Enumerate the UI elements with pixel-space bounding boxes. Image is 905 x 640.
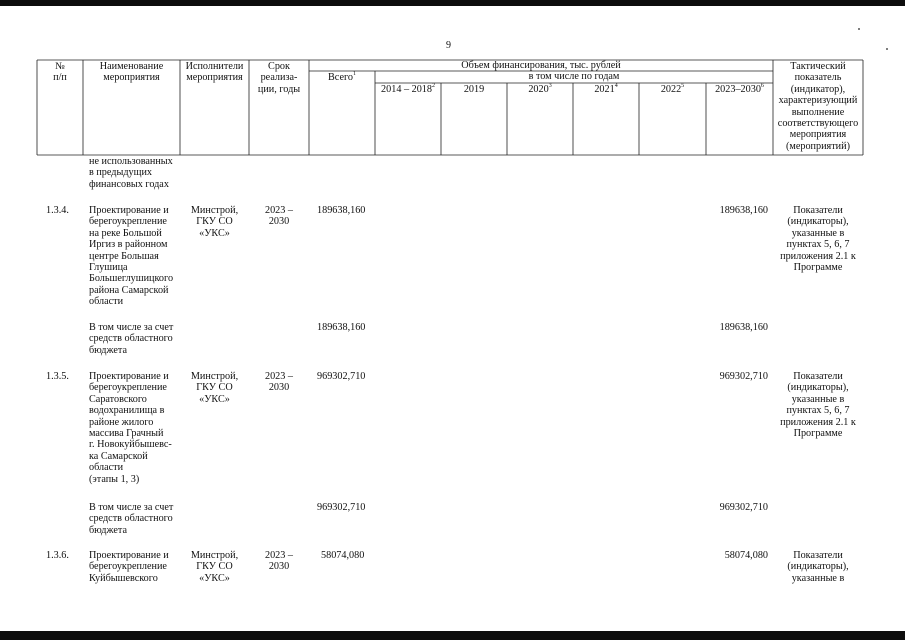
header-year: 2023–2030$^6$ — [715, 82, 764, 95]
scan-edge-bottom — [0, 631, 905, 640]
row-executors: Минстрой, ГКУ СО «УКС» — [190, 550, 239, 584]
row-term: 2023 – 2030 — [264, 550, 293, 573]
row-indicator: Показатели (индикаторы), указанные в — [787, 550, 849, 584]
header-term: Срок реализа- ции, годы — [257, 61, 301, 95]
row-total: 58074,080 — [321, 550, 365, 561]
row-term: 2023 – 2030 — [264, 205, 293, 228]
subrow-total: 969302,710 — [317, 502, 366, 513]
header-year: 2014 – 2018$^2$ — [381, 82, 435, 95]
page-number: 9 — [446, 40, 451, 51]
header-executors: Исполнители мероприятия — [185, 61, 244, 84]
subrow-name: В том числе за счет средств областного бюджета — [89, 502, 174, 536]
row-2023-2030: 58074,080 — [724, 550, 768, 561]
header-total: Всего$^1$ — [328, 70, 356, 83]
row-total: 189638,160 — [317, 205, 366, 216]
header-num: № п/п — [53, 61, 67, 84]
row-total: 969302,710 — [317, 371, 366, 382]
subrow-name: В том числе за счет средств областного бюджета — [89, 322, 174, 356]
header-year: 2022$^5$ — [660, 82, 685, 95]
header-by-years: в том числе по годам — [528, 71, 620, 82]
row-name: Проектирование и берегоукрепление на реке Большой Иргиз в районном центре Большая Глушица Большеглушицкого района Самарской области — [89, 205, 174, 308]
header-indicator: Тактический показатель (индикатор), характеризующий выполнение соответствующего мероприятия (мероприятий) — [777, 61, 859, 152]
header-funding-title: Объем финансирования, тыс. рублей — [461, 60, 621, 71]
header-year: 2021$^4$ — [594, 82, 618, 95]
row-indicator: Показатели (индикаторы), указанные в пунктах 5, 6, 7 приложения 2.1 к Программе — [780, 371, 856, 440]
row-2023-2030: 189638,160 — [719, 205, 768, 216]
subrow-total: 189638,160 — [317, 322, 366, 333]
header-year: 2019 — [463, 84, 485, 95]
row-2023-2030: 969302,710 — [719, 371, 768, 382]
header-name: Наименование мероприятия — [99, 61, 164, 84]
subrow-2023-2030: 969302,710 — [719, 502, 768, 513]
row-name: Проектирование и берегоукрепление Саратовского водохранилища в районе жилого массива Грачный г. Новокуйбышевс- ка Самарской области (этапы 1, 3) — [89, 371, 172, 485]
row-number: 1.3.5. — [46, 371, 69, 382]
row-indicator: Показатели (индикаторы), указанные в пунктах 5, 6, 7 приложения 2.1 к Программе — [780, 205, 856, 274]
subrow-2023-2030: 189638,160 — [719, 322, 768, 333]
row-term: 2023 – 2030 — [264, 371, 293, 394]
row-number: 1.3.4. — [46, 205, 69, 216]
row-executors: Минстрой, ГКУ СО «УКС» — [190, 371, 239, 405]
header-year: 2020$^3$ — [528, 82, 552, 95]
row-executors: Минстрой, ГКУ СО «УКС» — [190, 205, 239, 239]
row-number: 1.3.6. — [46, 550, 69, 561]
row-name: Проектирование и берегоукрепление Куйбышевского — [89, 550, 169, 584]
continuation-text: не использованных в предыдущих финансовых годах — [89, 156, 173, 190]
